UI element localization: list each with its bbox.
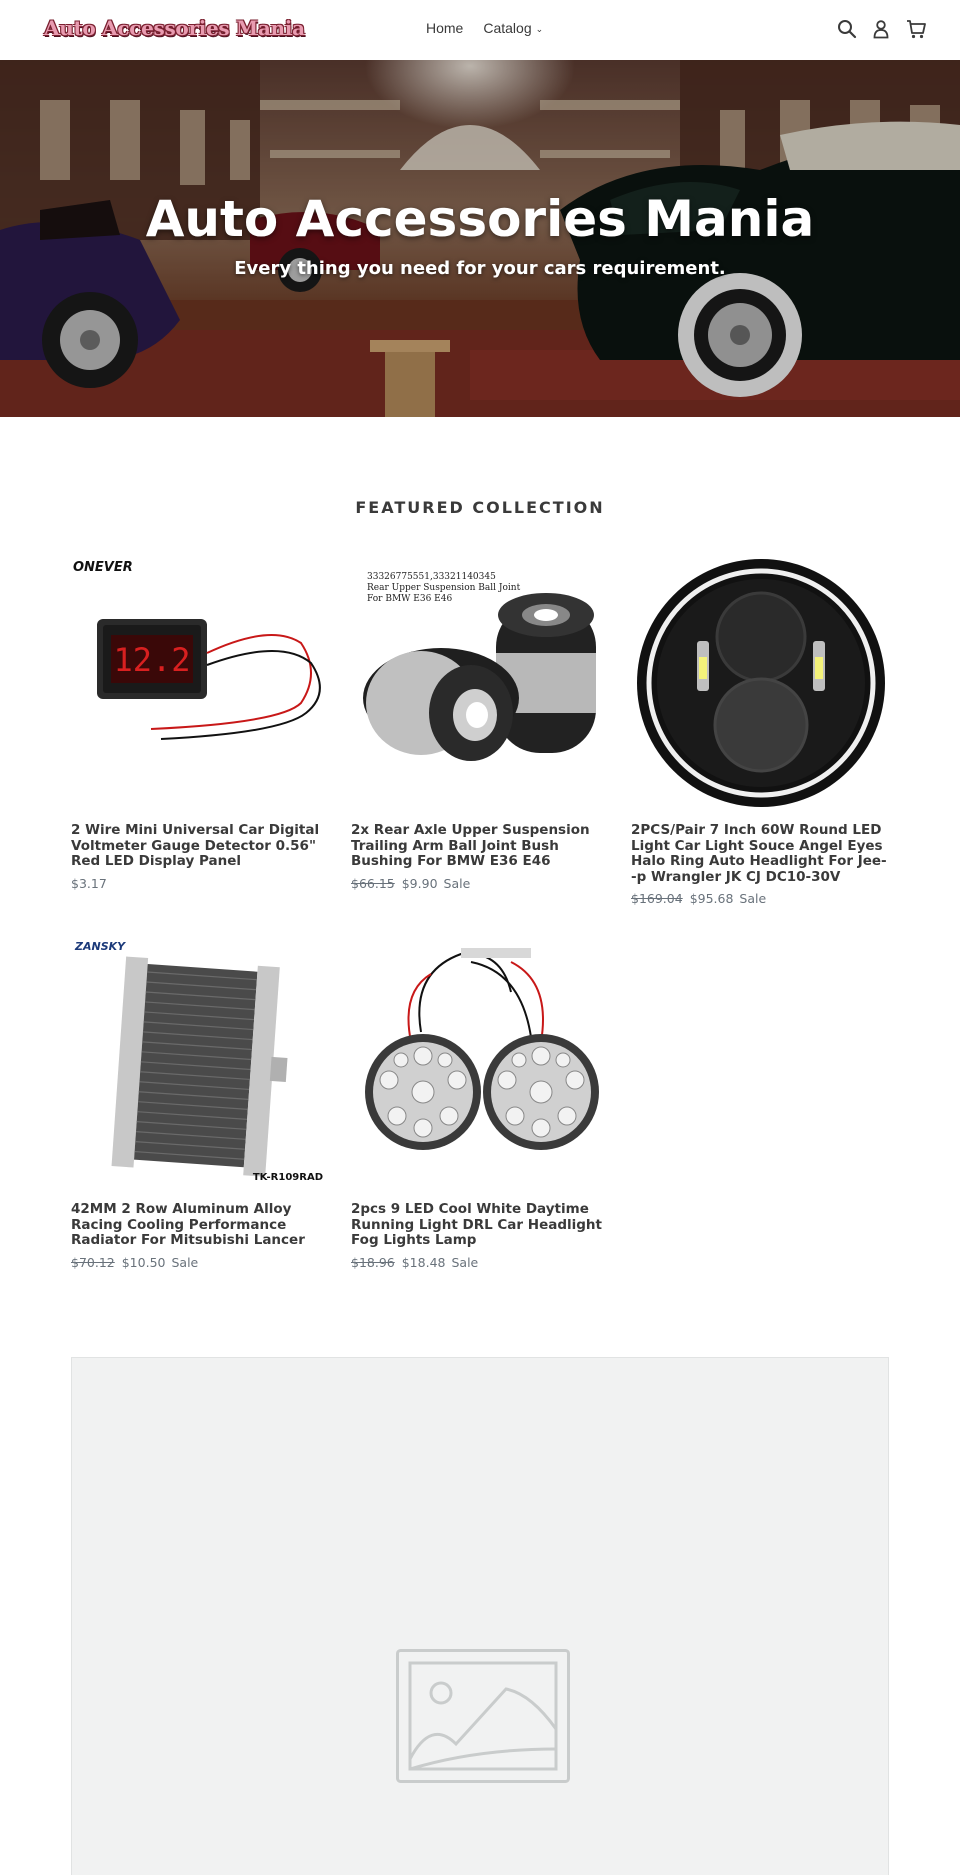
search-icon[interactable] [836,18,858,40]
product-card[interactable] [71,553,331,891]
product-title[interactable]: 2x Rear Axle Upper Suspension Trailing Arm Ball Joint Bush Bushing For BMW E36 E46 [351,822,590,869]
sale-price: $18.48 [401,1254,446,1270]
nav-item-catalog-label: Catalog [483,20,532,36]
compare-at-price: $18.96 [351,1254,395,1270]
image-placeholder-section [71,1357,889,1875]
account-icon[interactable] [870,18,892,40]
regular-price: $3.17 [71,875,107,891]
hero-title: Auto Accessories Mania [145,190,815,248]
product-card[interactable] [351,553,611,891]
product-model-label: TK-R109RAD [252,1172,323,1183]
compare-at-price: $169.04 [631,891,683,906]
product-card[interactable] [71,932,331,1270]
product-price [71,1255,331,1270]
sale-price: $9.90 [401,875,438,891]
product-title[interactable]: 2pcs 9 LED Cool White Daytime Running Light DRL Car Headlight Fog Lights Lamp [351,1201,602,1248]
sale-badge: Sale [451,1254,479,1270]
product-price [351,1255,611,1270]
sale-badge: Sale [443,875,471,891]
product-brand-zansky: ZANSKY [75,940,126,953]
product-image-voltmeter[interactable] [71,553,331,813]
voltmeter-display: 12.2 [113,641,191,679]
product-price [351,876,611,891]
hero-banner [0,60,960,417]
product-title[interactable]: 2 Wire Mini Universal Car Digital Voltmeter Gauge Detector 0.56" Red LED Display Panel [71,822,320,869]
image-placeholder-icon [396,1649,570,1783]
image-caption-line2: Rear Upper Suspension Ball Joint [367,583,521,593]
sale-badge: Sale [171,1254,199,1270]
compare-at-price: $66.15 [351,875,395,891]
chevron-down-icon: ⌄ [535,24,544,34]
product-price [71,876,331,891]
product-title[interactable]: 2PCS/Pair 7 Inch 60W Round LED Light Car Light Souce Angel Eyes Halo Ring Auto Headlight For Jee--p Wrangler JK CJ DC10-30V [631,822,887,885]
product-image-radiator[interactable] [71,932,331,1192]
product-brand-onever: ONEVER [73,560,133,575]
hero-subtitle: Every thing you need for your cars requirement. [234,258,726,279]
image-caption-line1: 33326775551,33321140345 [367,572,496,582]
nav-item-home[interactable]: Home [426,20,464,36]
product-title[interactable]: 42MM 2 Row Aluminum Alloy Racing Cooling Performance Radiator For Mitsubishi Lancer [71,1201,305,1248]
product-image-headlight[interactable] [631,553,891,813]
sale-price: $10.50 [121,1254,166,1270]
product-image-ball-joint[interactable] [351,553,611,813]
site-logo[interactable]: Auto Accessories Mania [44,16,305,40]
cart-icon[interactable] [905,18,927,40]
site-header [0,0,960,60]
product-card[interactable] [351,932,611,1270]
image-caption-line3: For BMW E36 E46 [367,594,453,604]
compare-at-price: $70.12 [71,1254,115,1270]
product-price [631,891,891,906]
nav-item-catalog[interactable] [483,20,543,36]
featured-collection-heading: FEATURED COLLECTION [355,498,605,517]
product-card[interactable] [631,553,891,906]
product-image-drl-lights[interactable] [351,932,611,1192]
main-nav [426,20,543,36]
sale-badge: Sale [739,891,767,906]
sale-price: $95.68 [689,891,734,906]
